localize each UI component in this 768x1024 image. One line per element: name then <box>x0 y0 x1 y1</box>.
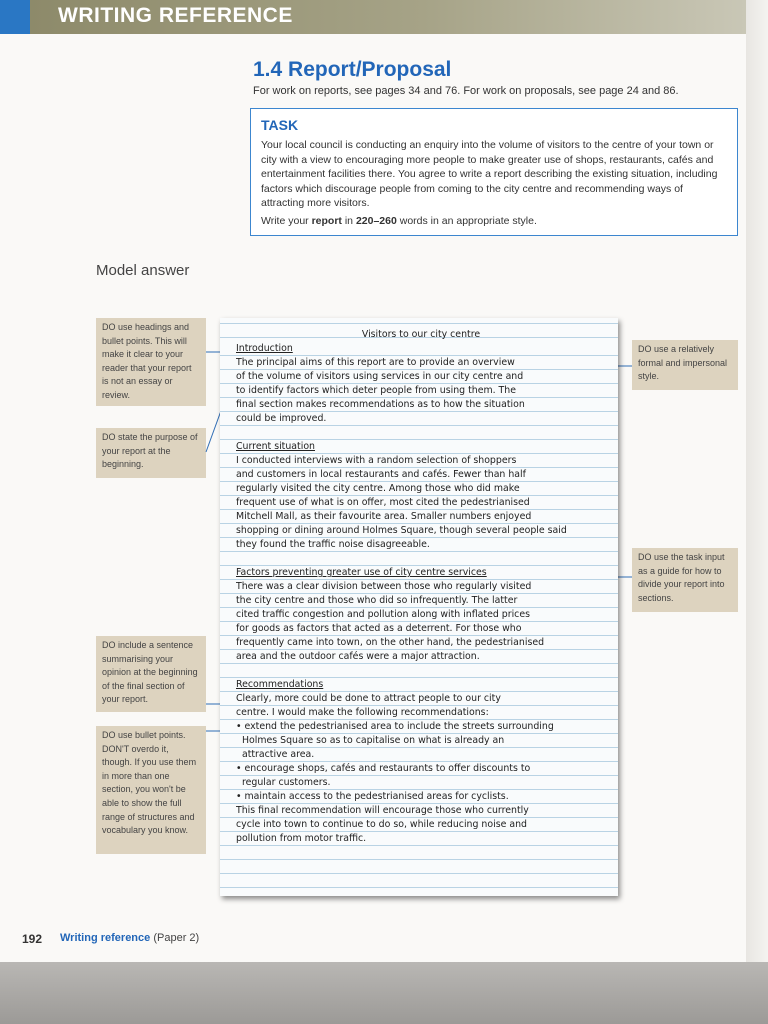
task-instruction-report: report <box>311 215 342 227</box>
answer-heading: Factors preventing greater use of city centre services <box>236 567 487 578</box>
task-instruction-wordcount: 220–260 <box>355 215 397 227</box>
model-answer-heading: Model answer <box>96 262 190 279</box>
answer-line: area and the outdoor cafés were a major attraction. <box>236 651 480 662</box>
page-number: 192 <box>22 932 43 946</box>
answer-line <box>236 426 606 440</box>
footer-reference-title: Writing reference <box>60 932 151 944</box>
section-title: 1.4 Report/Proposal <box>253 58 452 81</box>
answer-line: • maintain access to the pedestrianised areas for cyclists. <box>236 791 509 802</box>
note-summary-sentence: DO include a sentence summarising your opinion at the beginning of the final section of your report. <box>96 636 206 712</box>
answer-line: centre. I would make the following recommendations: <box>236 707 489 718</box>
task-body: Your local council is conducting an enquiry into the volume of visitors to the centre of your town or city with a view to encouraging more people to make greater use of shops, restaurants, cafés and entertainment facilities there. You agree to write a report describing the existing situation, including factors which discourage people from coming to the city centre and recommending ways of attracting more visitors. <box>261 139 718 210</box>
answer-line: There was a clear division between those who regularly visited <box>236 581 532 592</box>
header-title: WRITING REFERENCE <box>58 4 293 27</box>
answer-title: Visitors to our city centre <box>361 329 481 340</box>
footer-reference-paper: (Paper 2) <box>153 932 200 944</box>
answer-line: frequent use of what is on offer, most cited the pedestrianised <box>236 497 530 508</box>
model-answer-sheet <box>220 318 618 896</box>
answer-line: to identify factors which deter people from using them. The <box>236 385 516 396</box>
answer-line: • extend the pedestrianised area to include the streets surrounding <box>236 721 554 732</box>
answer-line: Mitchell Mall, as their favourite area. Smaller numbers enjoyed <box>236 511 532 522</box>
answer-line: attractive area. <box>236 749 315 760</box>
note-headings: DO use headings and bullet points. This will make it clear to your reader that your report is not an essay or review. <box>96 318 206 406</box>
answer-line: regular customers. <box>236 777 331 788</box>
answer-line: the city centre and those who did so infrequently. The latter <box>236 595 518 606</box>
answer-line <box>236 552 606 566</box>
note-bullet-points: DO use bullet points. DON'T overdo it, though. If you use them in more than one section, you won't be able to show the full range of structures and vocabulary you know. <box>96 726 206 854</box>
answer-line: of the volume of visitors using services in our city centre and <box>236 371 524 382</box>
answer-line: they found the traffic noise disagreeable. <box>236 539 430 550</box>
answer-line: cited traffic congestion and pollution along with inflated prices <box>236 609 530 620</box>
answer-line: could be improved. <box>236 413 327 424</box>
section-subtitle: For work on reports, see pages 34 and 76. For work on proposals, see page 24 and 86. <box>253 85 679 97</box>
answer-line: pollution from motor traffic. <box>236 833 367 844</box>
note-formal-style: DO use a relatively formal and impersonal style. <box>632 340 738 390</box>
answer-line: Clearly, more could be done to attract people to our city <box>236 693 501 704</box>
answer-line: cycle into town to continue to do so, while reducing noise and <box>236 819 527 830</box>
answer-line: regularly visited the city centre. Among those who did make <box>236 483 520 494</box>
answer-line <box>236 664 606 678</box>
answer-heading: Introduction <box>236 343 293 354</box>
task-title: TASK <box>261 117 299 133</box>
note-purpose: DO state the purpose of your report at the beginning. <box>96 428 206 478</box>
answer-line: • encourage shops, cafés and restaurants to offer discounts to <box>236 763 531 774</box>
answer-line: for goods as factors that acted as a deterrent. For those who <box>236 623 522 634</box>
task-instruction-text: in <box>341 215 356 227</box>
answer-line: final section makes recommendations as to how the situation <box>236 399 525 410</box>
answer-line: The principal aims of this report are to provide an overview <box>236 357 515 368</box>
task-instruction-text: Write your <box>261 215 312 227</box>
footer-reference <box>60 932 199 944</box>
answer-line: frequently came into town, on the other hand, the pedestrianised <box>236 637 545 648</box>
model-answer-text <box>236 328 606 846</box>
answer-heading: Current situation <box>236 441 316 452</box>
answer-line: and customers in local restaurants and cafés. Fewer than half <box>236 469 526 480</box>
answer-line: Holmes Square so as to capitalise on what is already an <box>236 735 505 746</box>
note-task-input: DO use the task input as a guide for how to divide your report into sections. <box>632 548 738 612</box>
answer-line: I conducted interviews with a random selection of shoppers <box>236 455 517 466</box>
answer-heading: Recommendations <box>236 679 324 690</box>
answer-line: shopping or dining around Holmes Square, though several people said <box>236 525 567 536</box>
task-instruction-text: words in an appropriate style. <box>396 215 537 227</box>
answer-line: This final recommendation will encourage those who currently <box>236 805 529 816</box>
